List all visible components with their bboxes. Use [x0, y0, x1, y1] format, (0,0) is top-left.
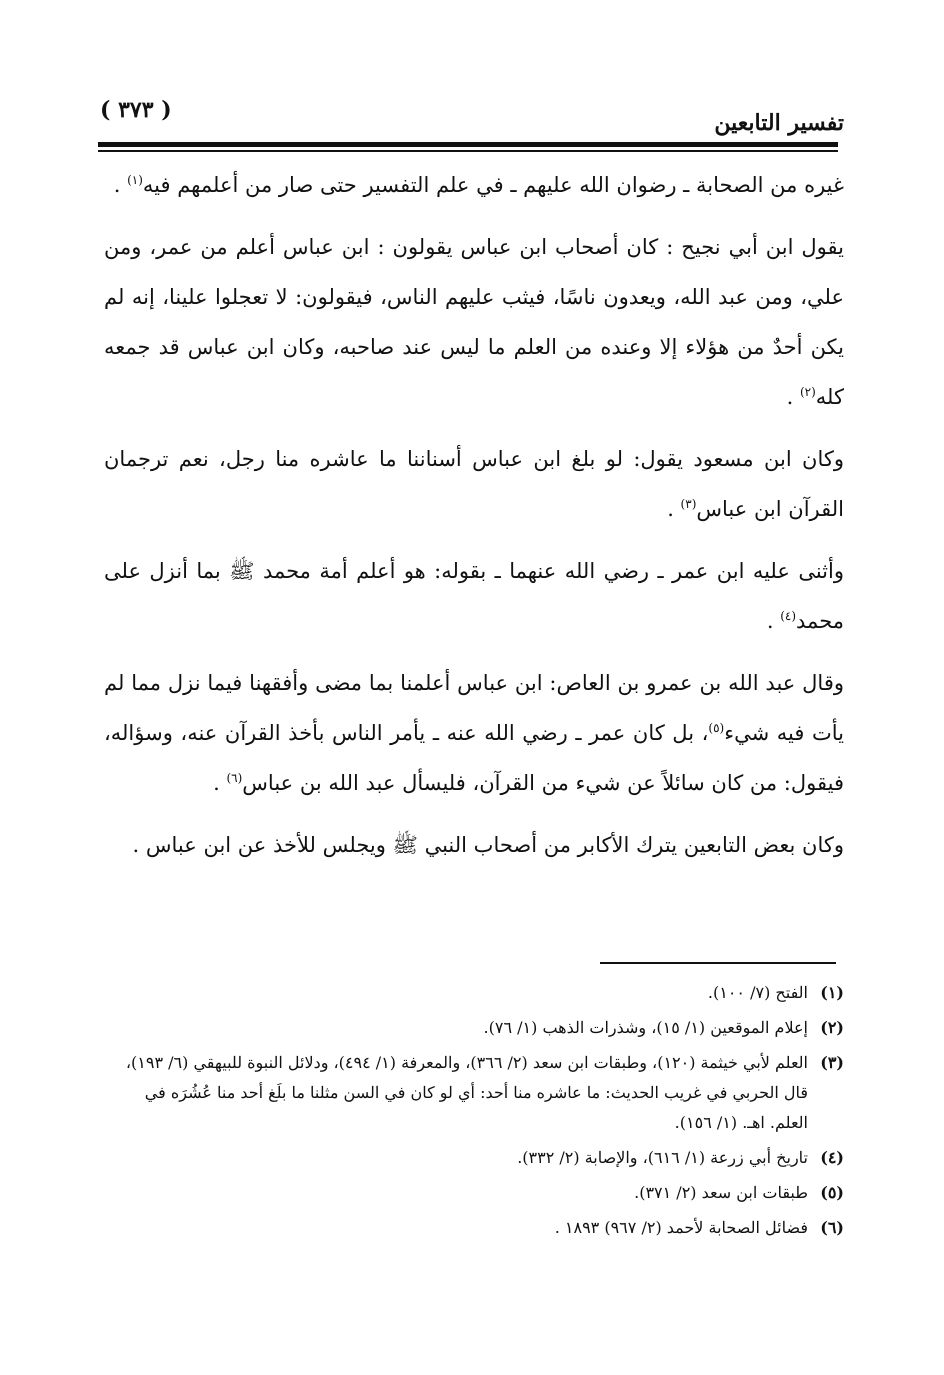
- header-rule-thin: [98, 150, 838, 152]
- paragraph: [104, 160, 844, 210]
- paragraph-text: يقول ابن أبي نجيح : كان أصحاب ابن عباس يقولون : ابن عباس أعلم من عمر، ومن علي، ومن عبد الله، ويعدون ناسًا، فيثب عليهم الناس، فيقولون: لا تعجلوا علينا، إنه لم يكن أحدٌ من هؤلاء إلا وعنده من العلم ما ليس عند صاحبه، وكان ابن عباس قد جمعه كله: [104, 235, 844, 409]
- paragraph: [104, 820, 844, 870]
- footnote-number: (٦): [820, 1218, 844, 1237]
- paragraph-text: .: [213, 771, 227, 795]
- paragraph: [104, 222, 844, 422]
- paragraph-text: وكان بعض التابعين يترك الأكابر من أصحاب النبي ﷺ ويجلس للأخذ عن ابن عباس .: [132, 833, 844, 857]
- paragraph-text: .: [667, 497, 681, 521]
- main-text: [104, 160, 844, 882]
- footnote-reference: (٤): [780, 609, 797, 623]
- footnote-reference: (٢): [799, 385, 816, 399]
- footnote: [104, 1213, 844, 1243]
- paragraph: [104, 658, 844, 808]
- footnote-reference: (١): [127, 173, 143, 187]
- footnote: [104, 1048, 844, 1138]
- footnote-number: (٥): [820, 1183, 844, 1202]
- footnote-text: العلم لأبي خيثمة (١٢٠)، وطبقات ابن سعد (٢/ ٣٦٦)، والمعرفة (١/ ٤٩٤)، ودلائل النبوة للبيهقي (٦/ ١٩٣)، قال الحربي في غريب الحديث: ما عاشره منا أحد: أي لو كان في السن مثلنا ما بلَغ أحد منا عُشُرَه في العلم. اهـ. (١/ ١٥٦).: [125, 1053, 808, 1132]
- footnote-text: طبقات ابن سعد (٢/ ٣٧١).: [634, 1183, 808, 1202]
- footnote-reference: (٣): [680, 497, 697, 511]
- footnote-text: إعلام الموقعين (١/ ١٥)، وشذرات الذهب (١/ ٧٦).: [483, 1018, 808, 1037]
- paragraph-text: ، بل كان عمر ـ رضي الله عنه ـ يأمر الناس بأخذ القرآن عنه، وسؤاله، فيقول: من كان سائلاً عن شيء من القرآن، فليسأل عبد الله بن عباس: [104, 721, 844, 795]
- paragraph-text: وكان ابن مسعود يقول: لو بلغ ابن عباس أسناننا ما عاشره منا رجل، نعم ترجمان القرآن ابن عباس: [104, 447, 844, 521]
- footnote-text: الفتح (٧/ ١٠٠).: [707, 983, 808, 1002]
- footnote: [104, 1143, 844, 1173]
- footnote: [104, 978, 844, 1008]
- running-title: تفسير التابعين: [714, 110, 844, 136]
- footnote-number: (٣): [820, 1053, 844, 1072]
- paragraph: [104, 434, 844, 534]
- footnote-number: (٢): [820, 1018, 844, 1037]
- footnote-reference: (٦): [226, 771, 243, 785]
- paragraph-text: وأثنى عليه ابن عمر ـ رضي الله عنهما ـ بقوله: هو أعلم أمة محمد ﷺ بما أنزل على محمد: [104, 559, 844, 633]
- footnote-text: فضائل الصحابة لأحمد (٢/ ٩٦٧) ١٨٩٣ .: [554, 1218, 808, 1237]
- footnote-separator: [600, 962, 836, 964]
- footnotes: [104, 978, 844, 1248]
- footnote: [104, 1178, 844, 1208]
- header-rule-thick: [98, 142, 838, 147]
- paragraph: [104, 546, 844, 646]
- paragraph-text: وقال عبد الله بن عمرو بن العاص: ابن عباس أعلمنا بما مضى وأفقهنا فيما نزل مما لم يأت فيه شيء: [104, 671, 844, 745]
- footnote-reference: (٥): [708, 721, 725, 735]
- paragraph-text: غيره من الصحابة ـ رضوان الله عليهم ـ في علم التفسير حتى صار من أعلمهم فيه: [142, 173, 844, 197]
- footnote-number: (٤): [820, 1148, 844, 1167]
- paragraph-text: .: [113, 173, 128, 197]
- footnote-text: تاريخ أبي زرعة (١/ ٦١٦)، والإصابة (٢/ ٣٣٢).: [517, 1148, 808, 1167]
- footnote: [104, 1013, 844, 1043]
- paragraph-text: .: [786, 385, 800, 409]
- paragraph-text: .: [766, 609, 781, 633]
- footnote-number: (١): [820, 983, 844, 1002]
- page-number: ( ٣٧٣ ): [100, 97, 172, 123]
